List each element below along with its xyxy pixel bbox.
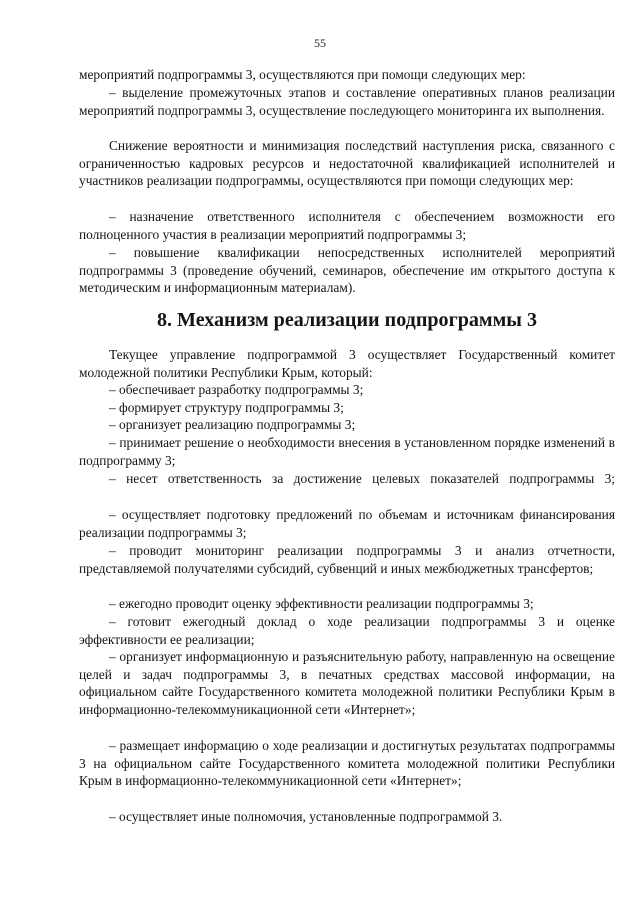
- section-heading: 8. Механизм реализации подпрограммы 3: [156, 309, 538, 331]
- list-item: – принимает решение о необходимости внесения в установленном порядке изменений в подпрограмму 3;: [79, 435, 615, 468]
- list-item: – формирует структуру подпрограммы 3;: [109, 400, 344, 415]
- list-item: – осуществляет иные полномочия, установленные подпрограммой 3.: [109, 809, 503, 824]
- paragraph-measures-intro: мероприятий подпрограммы 3, осуществляются при помощи следующих мер:: [79, 67, 526, 82]
- list-item: – организует реализацию подпрограммы 3;: [109, 417, 356, 432]
- list-item: – проводит мониторинг реализации подпрограммы 3 и анализ отчетности, представляемой получателями субсидий, субвенций и иных межбюджетных трансфертов;: [79, 543, 615, 576]
- list-item: – осуществляет подготовку предложений по объемам и источникам финансирования реализации подпрограммы 3;: [79, 507, 615, 540]
- paragraph-qualification-improvement: – повышение квалификации непосредственных исполнителей мероприятий подпрограммы 3 (проведение обучений, семинаров, обеспечение им открытого доступа к методическим и информационным материалам).: [79, 245, 615, 296]
- list-item: – размещает информацию о ходе реализации и достигнутых результатах подпрограммы 3 на официальном сайте Государственного комитета молодежной политики Республики Крым в информационно-телекоммуникационной сети «Интернет»;: [79, 738, 615, 789]
- paragraph-intermediate-stages: – выделение промежуточных этапов и составление оперативных планов реализации мероприятий подпрограммы 3, осуществление последующего мониторинга их выполнения.: [79, 85, 615, 118]
- list-item: – ежегодно проводит оценку эффективности реализации подпрограммы 3;: [109, 596, 534, 611]
- paragraph-responsible-executor: – назначение ответственного исполнителя с обеспечением возможности его полноценного участия в реализации мероприятий подпрограммы 3;: [79, 209, 615, 242]
- list-item: – организует информационную и разъяснительную работу, направленную на освещение целей и задач подпрограммы 3, в печатных средствах массовой информации, на официальном сайте Государственного комитета молодежной политики Республики Крым в информационно-телекоммуникационной сети «Интернет»;: [79, 649, 615, 717]
- page-number: 55: [314, 36, 326, 50]
- list-item: – готовит ежегодный доклад о ходе реализации подпрограммы 3 и оценке эффективности ее реализации;: [79, 614, 615, 647]
- list-item: – несет ответственность за достижение целевых показателей подпрограммы 3;: [109, 471, 615, 486]
- list-item: – обеспечивает разработку подпрограммы 3;: [109, 382, 364, 397]
- paragraph-risk-reduction: Снижение вероятности и минимизация последствий наступления риска, связанного с ограниченностью кадровых ресурсов и недостаточной квалификацией исполнителей и участников реализации подпрограммы, осуществляются при помощи следующих мер:: [79, 138, 615, 189]
- paragraph-current-management: Текущее управление подпрограммой 3 осуществляет Государственный комитет молодежной политики Республики Крым, который:: [79, 347, 615, 380]
